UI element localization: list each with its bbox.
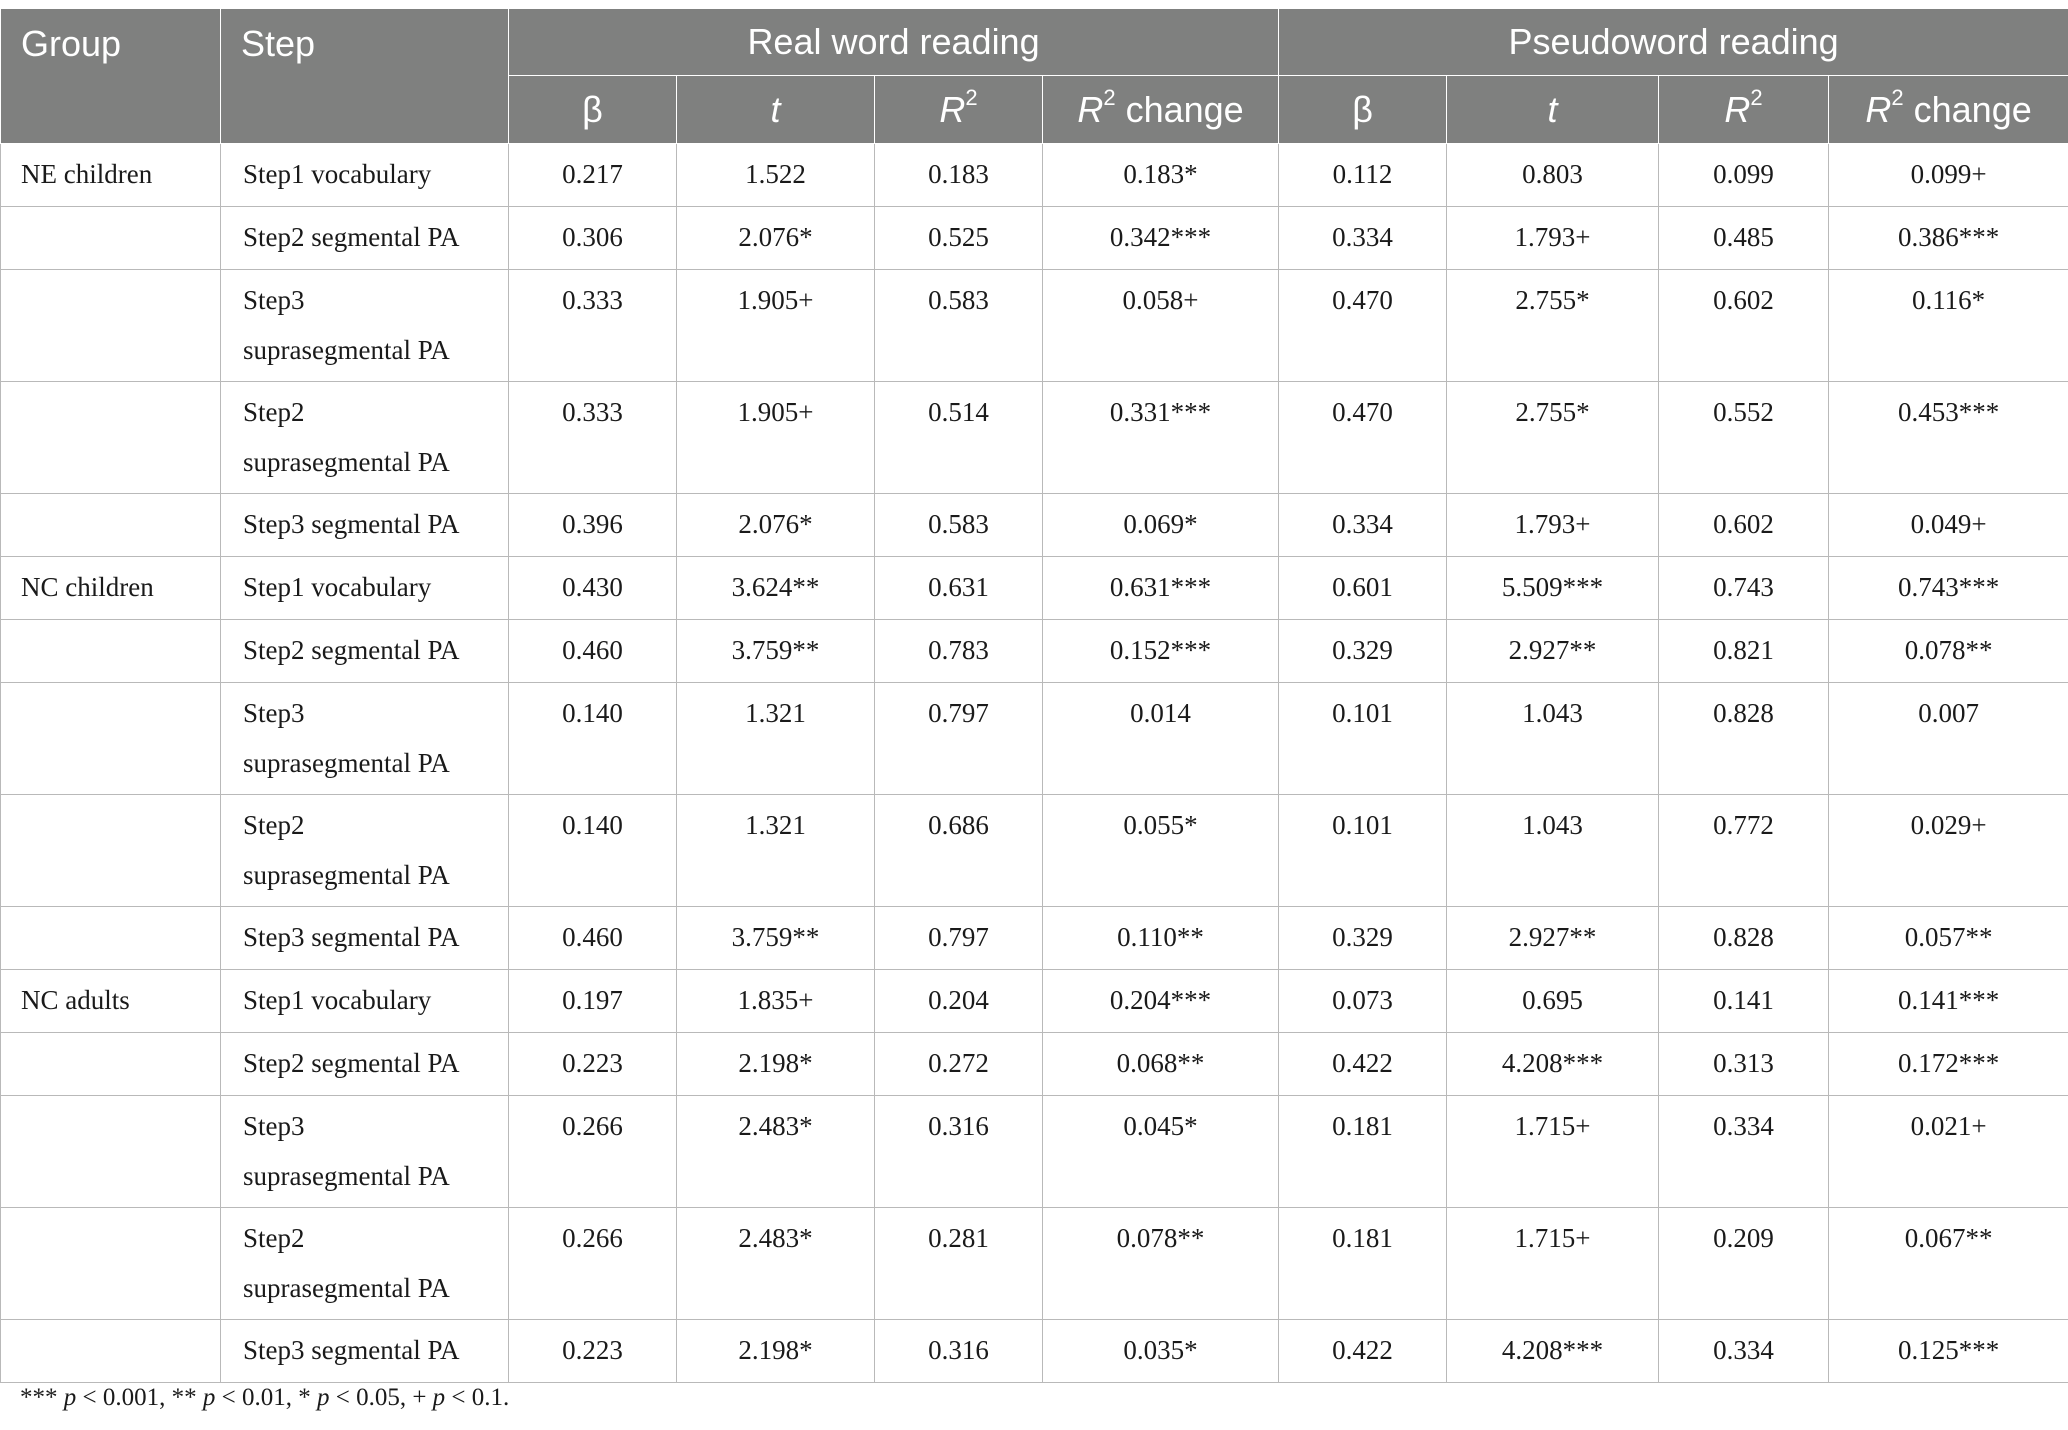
cell-step: Step3 suprasegmental PA xyxy=(221,1096,509,1208)
cell-pw-r2: 0.602 xyxy=(1659,494,1829,557)
cell-rw-r2c: 0.152*** xyxy=(1043,620,1279,683)
cell-pw-t: 1.715+ xyxy=(1447,1096,1659,1208)
cell-rw-beta: 0.217 xyxy=(509,144,677,207)
cell-group: NC children xyxy=(1,557,221,620)
header-pseudoword-reading: Pseudoword reading xyxy=(1279,9,2068,76)
cell-rw-beta: 0.333 xyxy=(509,270,677,382)
cell-pw-t: 1.793+ xyxy=(1447,494,1659,557)
cell-step: Step1 vocabulary xyxy=(221,970,509,1033)
cell-pw-t: 0.695 xyxy=(1447,970,1659,1033)
cell-group xyxy=(1,907,221,970)
cell-pw-r2: 0.334 xyxy=(1659,1320,1829,1383)
cell-rw-r2: 0.686 xyxy=(875,795,1043,907)
cell-pw-t: 4.208*** xyxy=(1447,1033,1659,1096)
header-pw-beta: β xyxy=(1279,76,1447,144)
table-row xyxy=(1,1096,2068,1208)
cell-group xyxy=(1,1096,221,1208)
cell-rw-beta: 0.460 xyxy=(509,907,677,970)
cell-pw-beta: 0.112 xyxy=(1279,144,1447,207)
cell-pw-r2: 0.141 xyxy=(1659,970,1829,1033)
table-row xyxy=(1,270,2068,382)
table-row xyxy=(1,620,2068,683)
cell-rw-r2c: 0.035* xyxy=(1043,1320,1279,1383)
header-pw-t: t xyxy=(1447,76,1659,144)
cell-pw-r2c: 0.141*** xyxy=(1829,970,2068,1033)
cell-rw-r2c: 0.183* xyxy=(1043,144,1279,207)
cell-rw-t: 3.624** xyxy=(677,557,875,620)
cell-rw-r2c: 0.045* xyxy=(1043,1096,1279,1208)
cell-rw-r2c: 0.204*** xyxy=(1043,970,1279,1033)
cell-pw-beta: 0.422 xyxy=(1279,1320,1447,1383)
header-pw-r2-change: $R^2$ change xyxy=(1829,76,2068,144)
cell-pw-beta: 0.101 xyxy=(1279,795,1447,907)
cell-group xyxy=(1,207,221,270)
cell-rw-r2c: 0.078** xyxy=(1043,1208,1279,1320)
cell-pw-r2: 0.313 xyxy=(1659,1033,1829,1096)
cell-pw-t: 2.927** xyxy=(1447,620,1659,683)
cell-pw-t: 2.927** xyxy=(1447,907,1659,970)
table-row xyxy=(1,1033,2068,1096)
cell-pw-r2c: 0.078** xyxy=(1829,620,2068,683)
cell-step: Step2 segmental PA xyxy=(221,1033,509,1096)
cell-pw-r2c: 0.386*** xyxy=(1829,207,2068,270)
cell-step: Step1 vocabulary xyxy=(221,557,509,620)
cell-rw-r2: 0.797 xyxy=(875,907,1043,970)
table-row xyxy=(1,382,2068,494)
cell-rw-t: 1.835+ xyxy=(677,970,875,1033)
cell-pw-beta: 0.101 xyxy=(1279,683,1447,795)
cell-group xyxy=(1,1033,221,1096)
cell-pw-beta: 0.334 xyxy=(1279,207,1447,270)
cell-rw-t: 2.198* xyxy=(677,1033,875,1096)
header-rw-r2: $R^2$ xyxy=(875,76,1043,144)
cell-pw-t: 2.755* xyxy=(1447,382,1659,494)
cell-rw-t: 2.076* xyxy=(677,494,875,557)
cell-rw-beta: 0.396 xyxy=(509,494,677,557)
cell-pw-beta: 0.181 xyxy=(1279,1096,1447,1208)
cell-rw-r2: 0.183 xyxy=(875,144,1043,207)
cell-pw-beta: 0.334 xyxy=(1279,494,1447,557)
cell-rw-beta: 0.140 xyxy=(509,683,677,795)
table-row xyxy=(1,494,2068,557)
cell-pw-r2c: 0.029+ xyxy=(1829,795,2068,907)
cell-rw-r2c: 0.110** xyxy=(1043,907,1279,970)
cell-group xyxy=(1,382,221,494)
cell-pw-r2c: 0.125*** xyxy=(1829,1320,2068,1383)
cell-rw-r2: 0.204 xyxy=(875,970,1043,1033)
cell-rw-r2: 0.525 xyxy=(875,207,1043,270)
cell-pw-beta: 0.181 xyxy=(1279,1208,1447,1320)
cell-pw-r2c: 0.099+ xyxy=(1829,144,2068,207)
cell-pw-r2: 0.552 xyxy=(1659,382,1829,494)
table-row xyxy=(1,683,2068,795)
cell-rw-r2: 0.272 xyxy=(875,1033,1043,1096)
cell-pw-t: 1.793+ xyxy=(1447,207,1659,270)
cell-rw-beta: 0.140 xyxy=(509,795,677,907)
cell-rw-t: 2.198* xyxy=(677,1320,875,1383)
table-row xyxy=(1,557,2068,620)
header-group: Group xyxy=(1,9,221,144)
cell-rw-t: 2.483* xyxy=(677,1208,875,1320)
cell-pw-r2: 0.602 xyxy=(1659,270,1829,382)
cell-step: Step3 suprasegmental PA xyxy=(221,683,509,795)
table-body xyxy=(1,144,2068,1383)
cell-rw-t: 2.076* xyxy=(677,207,875,270)
cell-step: Step2 suprasegmental PA xyxy=(221,382,509,494)
cell-pw-t: 2.755* xyxy=(1447,270,1659,382)
cell-group: NC adults xyxy=(1,970,221,1033)
cell-group xyxy=(1,1208,221,1320)
header-step: Step xyxy=(221,9,509,144)
table-row xyxy=(1,907,2068,970)
cell-pw-r2: 0.099 xyxy=(1659,144,1829,207)
table-row xyxy=(1,795,2068,907)
table-header xyxy=(1,9,2068,144)
cell-rw-r2c: 0.631*** xyxy=(1043,557,1279,620)
cell-rw-r2: 0.583 xyxy=(875,270,1043,382)
cell-step: Step2 suprasegmental PA xyxy=(221,1208,509,1320)
table-container xyxy=(0,8,2068,1383)
cell-rw-r2: 0.783 xyxy=(875,620,1043,683)
cell-rw-r2c: 0.342*** xyxy=(1043,207,1279,270)
table-row xyxy=(1,1320,2068,1383)
header-rw-beta: β xyxy=(509,76,677,144)
cell-rw-t: 2.483* xyxy=(677,1096,875,1208)
cell-pw-beta: 0.470 xyxy=(1279,382,1447,494)
cell-rw-beta: 0.223 xyxy=(509,1320,677,1383)
cell-group xyxy=(1,1320,221,1383)
cell-rw-r2c: 0.331*** xyxy=(1043,382,1279,494)
cell-pw-r2c: 0.453*** xyxy=(1829,382,2068,494)
cell-pw-r2c: 0.021+ xyxy=(1829,1096,2068,1208)
cell-rw-beta: 0.266 xyxy=(509,1208,677,1320)
cell-pw-t: 5.509*** xyxy=(1447,557,1659,620)
cell-pw-r2c: 0.057** xyxy=(1829,907,2068,970)
cell-group xyxy=(1,795,221,907)
cell-rw-r2c: 0.014 xyxy=(1043,683,1279,795)
cell-rw-t: 1.905+ xyxy=(677,270,875,382)
cell-rw-r2: 0.316 xyxy=(875,1096,1043,1208)
cell-step: Step2 segmental PA xyxy=(221,620,509,683)
cell-rw-t: 1.905+ xyxy=(677,382,875,494)
cell-pw-t: 4.208*** xyxy=(1447,1320,1659,1383)
cell-pw-beta: 0.329 xyxy=(1279,907,1447,970)
cell-step: Step2 segmental PA xyxy=(221,207,509,270)
cell-pw-r2c: 0.743*** xyxy=(1829,557,2068,620)
header-real-word-reading: Real word reading xyxy=(509,9,1279,76)
cell-rw-r2: 0.514 xyxy=(875,382,1043,494)
cell-pw-r2: 0.821 xyxy=(1659,620,1829,683)
cell-rw-r2c: 0.055* xyxy=(1043,795,1279,907)
footnote: *** p < 0.001, ** p < 0.01, * p < 0.05, + p < 0.1. xyxy=(20,1384,510,1411)
cell-group xyxy=(1,494,221,557)
cell-pw-beta: 0.422 xyxy=(1279,1033,1447,1096)
table-row xyxy=(1,1208,2068,1320)
cell-pw-r2c: 0.172*** xyxy=(1829,1033,2068,1096)
cell-pw-t: 0.803 xyxy=(1447,144,1659,207)
header-pw-r2: $R^2$ xyxy=(1659,76,1829,144)
cell-pw-t: 1.715+ xyxy=(1447,1208,1659,1320)
cell-pw-r2: 0.828 xyxy=(1659,683,1829,795)
cell-group xyxy=(1,270,221,382)
cell-pw-r2c: 0.049+ xyxy=(1829,494,2068,557)
cell-step: Step3 segmental PA xyxy=(221,494,509,557)
header-rw-r2-change: $R^2$ change xyxy=(1043,76,1279,144)
cell-rw-t: 1.321 xyxy=(677,795,875,907)
cell-pw-r2: 0.828 xyxy=(1659,907,1829,970)
cell-rw-beta: 0.197 xyxy=(509,970,677,1033)
cell-group xyxy=(1,620,221,683)
cell-pw-t: 1.043 xyxy=(1447,795,1659,907)
table-row xyxy=(1,207,2068,270)
cell-rw-beta: 0.223 xyxy=(509,1033,677,1096)
header-rw-t: t xyxy=(677,76,875,144)
cell-rw-t: 3.759** xyxy=(677,620,875,683)
cell-rw-beta: 0.306 xyxy=(509,207,677,270)
cell-pw-r2: 0.743 xyxy=(1659,557,1829,620)
regression-table xyxy=(0,8,2068,1383)
cell-pw-r2: 0.485 xyxy=(1659,207,1829,270)
table-row xyxy=(1,144,2068,207)
cell-rw-r2c: 0.068** xyxy=(1043,1033,1279,1096)
cell-rw-r2: 0.797 xyxy=(875,683,1043,795)
cell-rw-t: 1.321 xyxy=(677,683,875,795)
cell-rw-r2: 0.316 xyxy=(875,1320,1043,1383)
cell-step: Step2 suprasegmental PA xyxy=(221,795,509,907)
cell-pw-r2c: 0.007 xyxy=(1829,683,2068,795)
cell-rw-r2c: 0.069* xyxy=(1043,494,1279,557)
cell-step: Step3 suprasegmental PA xyxy=(221,270,509,382)
cell-pw-beta: 0.073 xyxy=(1279,970,1447,1033)
cell-rw-r2: 0.281 xyxy=(875,1208,1043,1320)
cell-step: Step3 segmental PA xyxy=(221,1320,509,1383)
cell-rw-beta: 0.333 xyxy=(509,382,677,494)
table-row xyxy=(1,970,2068,1033)
cell-pw-beta: 0.470 xyxy=(1279,270,1447,382)
cell-pw-r2: 0.772 xyxy=(1659,795,1829,907)
cell-rw-t: 3.759** xyxy=(677,907,875,970)
cell-step: Step1 vocabulary xyxy=(221,144,509,207)
cell-rw-r2: 0.631 xyxy=(875,557,1043,620)
cell-pw-beta: 0.601 xyxy=(1279,557,1447,620)
cell-rw-beta: 0.460 xyxy=(509,620,677,683)
cell-rw-r2c: 0.058+ xyxy=(1043,270,1279,382)
cell-rw-beta: 0.266 xyxy=(509,1096,677,1208)
cell-rw-beta: 0.430 xyxy=(509,557,677,620)
cell-step: Step3 segmental PA xyxy=(221,907,509,970)
cell-group xyxy=(1,683,221,795)
cell-rw-r2: 0.583 xyxy=(875,494,1043,557)
cell-group: NE children xyxy=(1,144,221,207)
cell-rw-t: 1.522 xyxy=(677,144,875,207)
cell-pw-r2c: 0.116* xyxy=(1829,270,2068,382)
cell-pw-t: 1.043 xyxy=(1447,683,1659,795)
cell-pw-r2: 0.209 xyxy=(1659,1208,1829,1320)
cell-pw-r2: 0.334 xyxy=(1659,1096,1829,1208)
cell-pw-beta: 0.329 xyxy=(1279,620,1447,683)
cell-pw-r2c: 0.067** xyxy=(1829,1208,2068,1320)
